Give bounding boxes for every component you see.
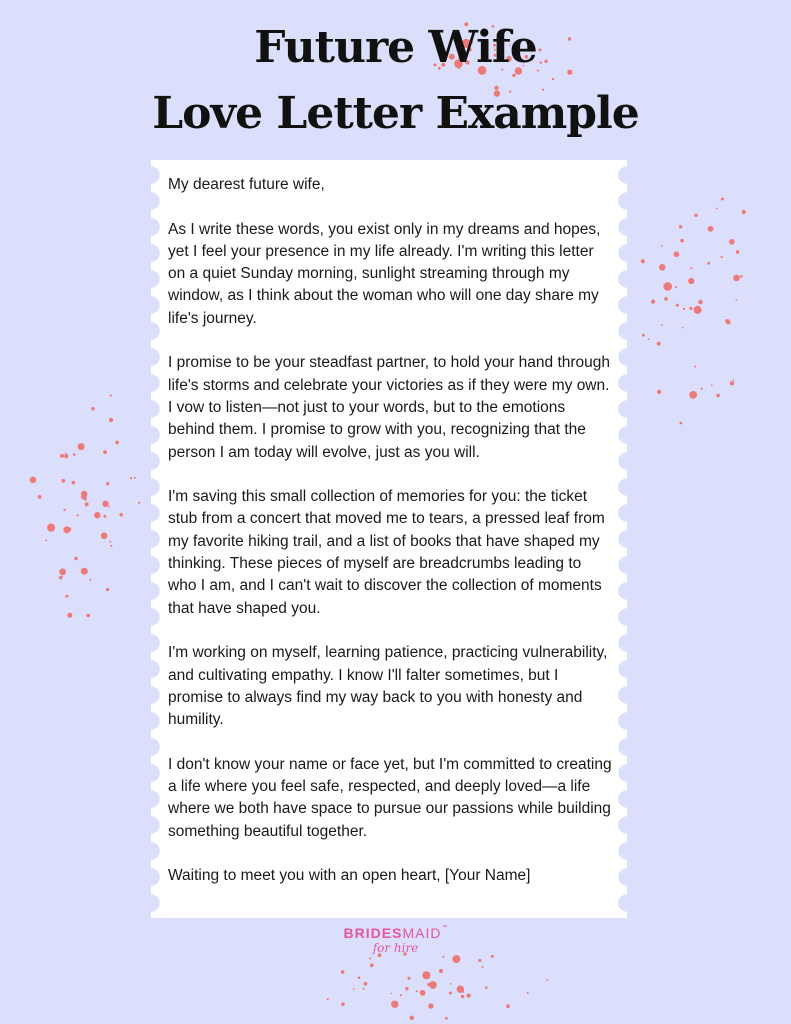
splatter-dot	[485, 986, 488, 989]
splatter-dot	[721, 256, 723, 258]
splatter-dot	[110, 545, 112, 547]
splatter-dot	[358, 976, 361, 979]
splatter-dot	[327, 998, 329, 1000]
splatter-dot	[45, 540, 47, 542]
splatter-dot	[478, 959, 481, 962]
brand-name	[344, 925, 442, 941]
splatter-dot	[642, 334, 645, 337]
splatter-dot	[101, 533, 108, 540]
splatter-dot	[701, 388, 703, 390]
splatter-dot	[682, 327, 684, 329]
splatter-dot	[708, 226, 714, 232]
splatter-dot	[427, 983, 430, 986]
splatter-dot	[391, 1001, 398, 1008]
splatter-dot	[405, 987, 408, 990]
splatter-dot	[89, 579, 91, 581]
splatter-dot	[91, 407, 95, 411]
splatter-dot	[391, 993, 393, 995]
splatter-dot	[408, 977, 411, 980]
splatter-dot	[81, 491, 87, 497]
splatter-dot	[680, 422, 683, 425]
splatter-dot	[400, 994, 402, 996]
splatter-dot	[461, 995, 465, 999]
splatter-dot	[67, 527, 71, 531]
splatter-dot	[410, 1016, 414, 1020]
splatter-dot	[676, 304, 679, 307]
splatter-dot	[416, 990, 418, 992]
brand-name-bold: BRIDES	[343, 925, 403, 941]
splatter-dot	[63, 509, 65, 511]
splatter-dot	[420, 990, 426, 996]
splatter-dot	[134, 477, 136, 479]
splatter-dot	[59, 568, 66, 575]
splatter-dot	[138, 502, 140, 504]
splatter-dot	[86, 614, 90, 618]
splatter-dot	[659, 264, 666, 271]
splatter-dot	[512, 74, 516, 78]
splatter-dot	[450, 983, 452, 985]
splatter-dot	[428, 1003, 433, 1008]
splatter-dot	[736, 299, 738, 301]
page-title-line-2: Love Letter Example	[152, 88, 639, 139]
splatter-dot	[76, 514, 78, 516]
splatter-dot	[422, 971, 430, 979]
splatter-dot	[663, 282, 672, 291]
splatter-dot	[552, 78, 554, 80]
brand-tagline: for hire	[372, 941, 419, 955]
letter-paragraph: I promise to be your steadfast partner, to hold your hand through life's storms and celebrate your victories as if they were my own. I vow to listen—not just to your words, but to the emotions behind them. I promise to grow with you, recognizing that the person I am today will evolve, just as you will.	[168, 354, 611, 461]
letter-greeting: My dearest future wife,	[168, 176, 325, 193]
splatter-dot	[736, 250, 740, 254]
splatter-dot	[108, 506, 110, 508]
splatter-dot	[102, 501, 108, 507]
splatter-dot	[341, 970, 345, 974]
splatter-dot	[730, 381, 734, 385]
splatter-dot	[353, 988, 355, 990]
splatter-dot	[47, 524, 55, 532]
splatter-dot	[506, 1004, 510, 1008]
splatter-dot	[442, 956, 444, 958]
splatter-dot	[729, 239, 735, 245]
splatter-dot	[78, 443, 85, 450]
letter-paragraph: I don't know your name or face yet, but I'm committed to creating a life where you feel safe, respected, and deeply loved—a life where we both have space to pursue our passions while building something beautiful together.	[168, 755, 612, 840]
splatter-dot	[683, 308, 685, 310]
splatter-dot	[103, 515, 106, 518]
splatter-dot	[689, 391, 697, 399]
splatter-dot	[707, 262, 710, 265]
splatter-dot	[65, 595, 68, 598]
splatter-dot	[61, 479, 65, 483]
splatter-dot	[452, 955, 460, 963]
splatter-dot	[72, 481, 76, 485]
splatter-dot	[81, 568, 88, 575]
splatter-dot	[94, 512, 100, 518]
splatter-dot	[60, 454, 64, 458]
splatter-dot	[742, 210, 746, 214]
splatter-dot	[59, 576, 63, 580]
splatter-dot	[449, 992, 452, 995]
splatter-dot	[369, 957, 371, 959]
splatter-dot	[740, 275, 743, 278]
splatter-dot	[688, 278, 694, 284]
letter-body	[168, 174, 612, 910]
splatter-dot	[648, 338, 650, 340]
brand-trademark: ™	[441, 925, 448, 931]
letter-paragraph: As I write these words, you exist only in my dreams and hopes, yet I feel your presence in my life already. I'm writing this letter on a quiet Sunday morning, sunlight streaming through my window, as I think about the woman who will one day share my life's journey.	[168, 220, 601, 327]
splatter-dot	[85, 502, 89, 506]
splatter-dot	[130, 477, 132, 479]
letter-signoff: Waiting to meet you with an open heart, [Your Name]	[168, 867, 531, 885]
splatter-dot	[679, 225, 682, 228]
splatter-dot	[467, 994, 471, 998]
splatter-dot	[698, 300, 702, 304]
splatter-dot	[651, 300, 655, 304]
splatter-dot	[370, 963, 374, 967]
splatter-dot	[110, 394, 112, 396]
splatter-dot	[657, 390, 661, 394]
splatter-dot	[73, 453, 76, 456]
splatter-dot	[84, 498, 86, 500]
splatter-dot	[733, 275, 740, 282]
splatter-dot	[119, 513, 123, 517]
splatter-dot	[74, 557, 78, 561]
splatter-dot	[106, 482, 109, 485]
letter-paragraph: I'm working on myself, learning patience, practicing vulnerability, and cultivating empathy. I know I'll falter sometimes, but I promise to always find my way back to you with honesty and humility.	[168, 644, 608, 729]
splatter-dot	[661, 324, 663, 326]
splatter-dot	[716, 394, 720, 398]
splatter-dot	[462, 991, 464, 993]
splatter-dot	[364, 982, 368, 986]
splatter-dot	[725, 319, 729, 323]
splatter-dot	[106, 588, 109, 591]
splatter-dot	[547, 979, 549, 981]
splatter-dot	[675, 286, 677, 288]
splatter-dot	[689, 307, 692, 310]
splatter-dot	[109, 541, 111, 543]
splatter-dot	[690, 267, 692, 269]
splatter-dot	[664, 297, 668, 301]
splatter-dot	[445, 1017, 448, 1020]
splatter-dot	[694, 306, 702, 314]
splatter-dot	[439, 969, 443, 973]
brand-logo	[0, 925, 791, 955]
splatter-dot	[341, 1003, 345, 1007]
splatter-dot	[38, 495, 42, 499]
splatter-dot	[680, 239, 684, 243]
splatter-dot	[657, 342, 661, 346]
splatter-dot	[527, 992, 529, 994]
splatter-dot	[674, 252, 680, 258]
splatter-dot	[661, 245, 663, 247]
splatter-dot	[641, 259, 645, 263]
splatter-dot	[716, 208, 718, 210]
splatter-dot	[721, 198, 724, 201]
splatter-dot	[711, 384, 713, 386]
brand-name-light: MAID	[402, 925, 442, 941]
splatter-dot	[363, 988, 365, 990]
splatter-dot	[103, 450, 107, 454]
splatter-dot	[30, 477, 36, 483]
splatter-dot	[64, 454, 68, 458]
letter-paragraph: I'm saving this small collection of memories for you: the ticket stub from a concert that moved me to tears, a pressed leaf from my favorite hiking trail, and a list of books that have shaped my thinking. These pieces of myself are breadcrumbs leading to who I am, and I can't wait to discover the collection of moments that have shaped you.	[168, 488, 605, 617]
splatter-dot	[694, 214, 697, 217]
splatter-dot	[67, 613, 72, 618]
splatter-dot	[733, 380, 735, 382]
splatter-dot	[115, 441, 119, 445]
splatter-dot	[65, 452, 67, 454]
splatter-dot	[109, 418, 113, 422]
splatter-dot	[482, 966, 484, 968]
splatter-dot	[491, 955, 494, 958]
page-title-line-1: Future Wife	[254, 22, 537, 73]
splatter-dot	[694, 366, 696, 368]
